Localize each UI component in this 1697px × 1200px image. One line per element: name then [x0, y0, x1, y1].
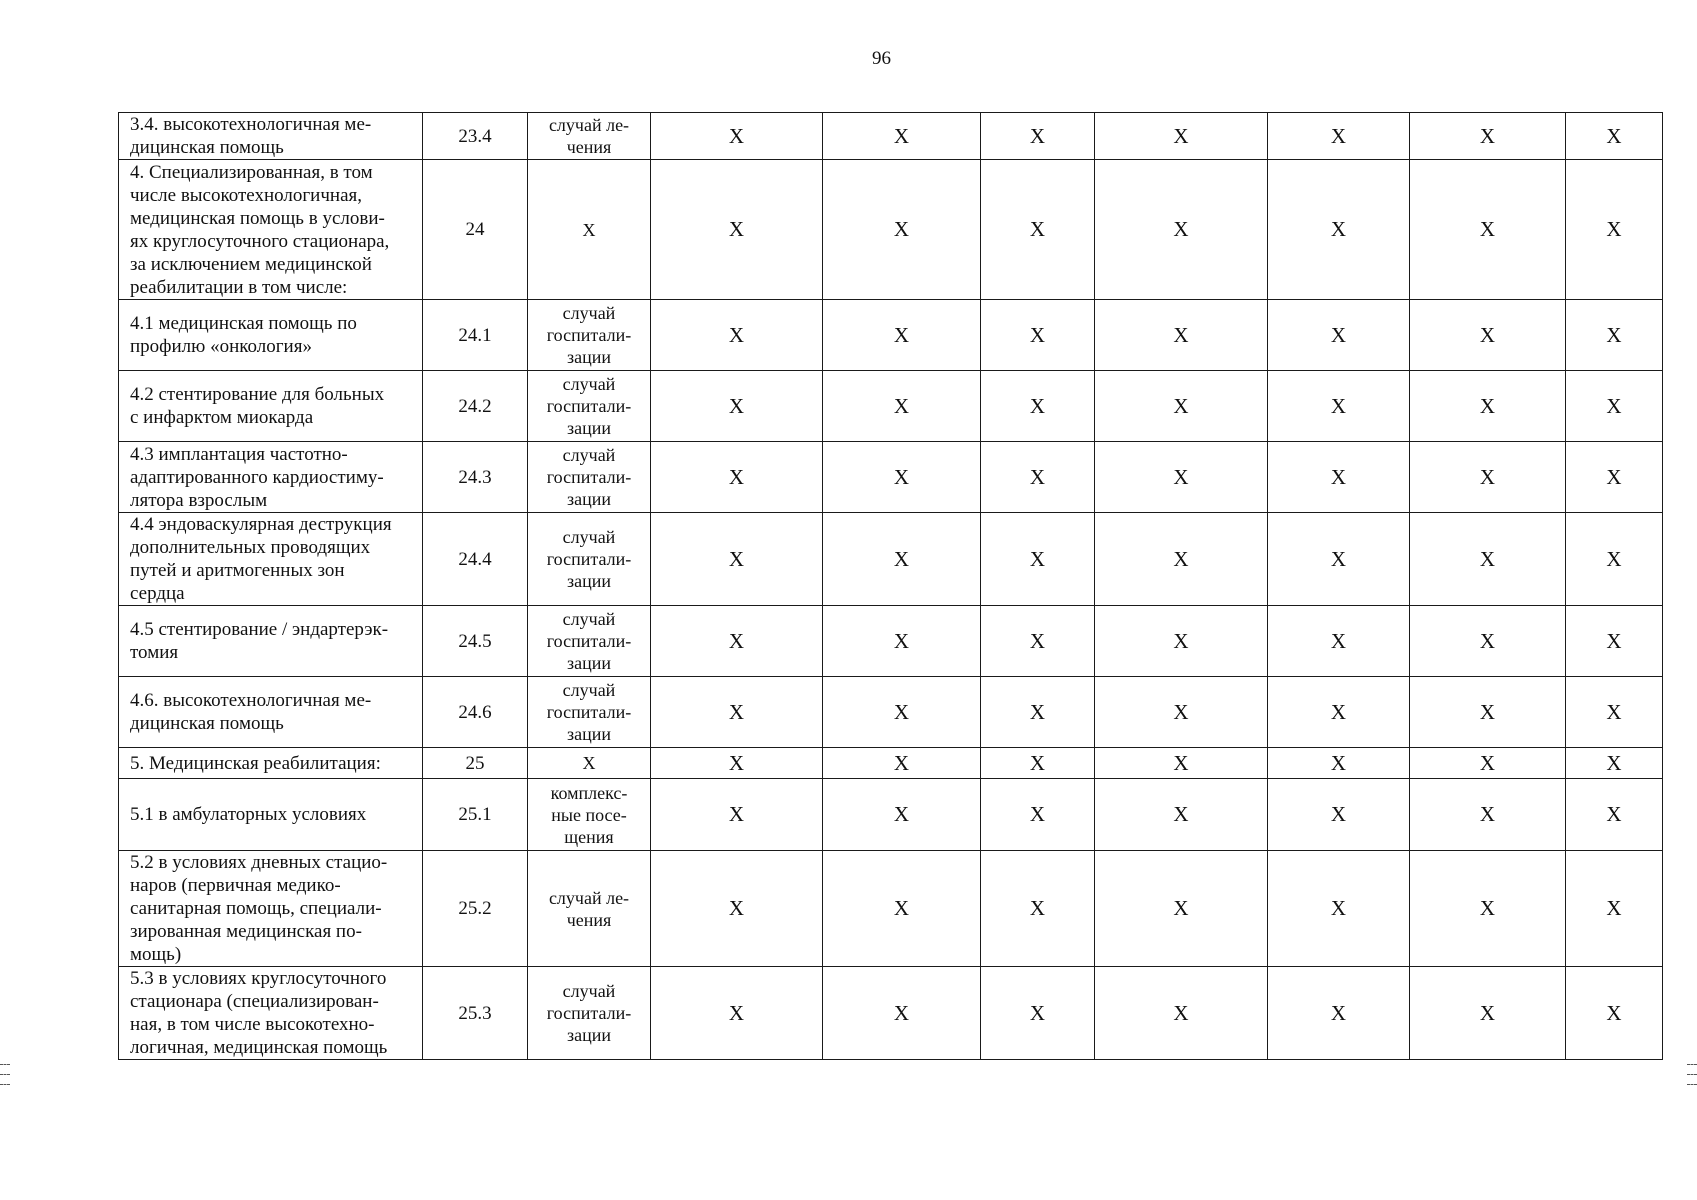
row-unit-cell: случай госпитали- зации: [528, 967, 651, 1060]
table-row: [119, 779, 1663, 851]
value-cell: X: [1268, 442, 1410, 513]
value-cell: X: [1268, 300, 1410, 371]
table-row: [119, 748, 1663, 779]
value-cell: X: [823, 113, 981, 160]
value-cell: X: [823, 748, 981, 779]
value-cell: X: [823, 160, 981, 300]
row-name-cell: 4.4 эндоваскулярная деструкция дополнительных проводящих путей и аритмогенных зон сердца: [119, 513, 423, 606]
row-code-cell: 24.3: [423, 442, 528, 513]
row-unit-cell: случай госпитали- зации: [528, 513, 651, 606]
value-cell: X: [1566, 851, 1663, 967]
margin-mark-left: [0, 1064, 10, 1065]
value-cell: X: [1268, 113, 1410, 160]
row-unit-cell: случай госпитали- зации: [528, 300, 651, 371]
row-code-cell: 25.1: [423, 779, 528, 851]
table-row: [119, 113, 1663, 160]
row-name-cell: 3.4. высокотехнологичная ме- дицинская помощь: [119, 113, 423, 160]
value-cell: X: [1268, 677, 1410, 748]
value-cell: X: [823, 300, 981, 371]
value-cell: X: [981, 442, 1095, 513]
value-cell: X: [981, 371, 1095, 442]
value-cell: X: [1566, 442, 1663, 513]
value-cell: X: [1566, 160, 1663, 300]
value-cell: X: [1268, 779, 1410, 851]
row-unit-cell: случай госпитали- зации: [528, 442, 651, 513]
value-cell: X: [823, 677, 981, 748]
value-cell: X: [981, 748, 1095, 779]
value-cell: X: [1410, 779, 1566, 851]
row-code-cell: 24: [423, 160, 528, 300]
row-name-cell: 4.6. высокотехнологичная ме- дицинская помощь: [119, 677, 423, 748]
value-cell: X: [1268, 967, 1410, 1060]
row-code-cell: 24.2: [423, 371, 528, 442]
value-cell: X: [981, 967, 1095, 1060]
margin-mark-right: [1687, 1084, 1697, 1085]
value-cell: X: [1095, 967, 1268, 1060]
value-cell: X: [1095, 779, 1268, 851]
row-unit-cell: X: [528, 160, 651, 300]
value-cell: X: [1268, 606, 1410, 677]
value-cell: X: [651, 606, 823, 677]
value-cell: X: [981, 851, 1095, 967]
value-cell: X: [1095, 606, 1268, 677]
row-code-cell: 24.6: [423, 677, 528, 748]
value-cell: X: [1410, 677, 1566, 748]
value-cell: X: [1410, 371, 1566, 442]
value-cell: X: [1566, 513, 1663, 606]
value-cell: X: [651, 113, 823, 160]
value-cell: X: [981, 677, 1095, 748]
value-cell: X: [823, 606, 981, 677]
value-cell: X: [1410, 160, 1566, 300]
table-row: [119, 513, 1663, 606]
value-cell: X: [1566, 748, 1663, 779]
row-name-cell: 4.5 стентирование / эндартерэк- томия: [119, 606, 423, 677]
row-name-cell: 5. Медицинская реабилитация:: [119, 748, 423, 779]
table-row: [119, 606, 1663, 677]
value-cell: X: [651, 677, 823, 748]
table-body: [119, 113, 1663, 1060]
value-cell: X: [1095, 442, 1268, 513]
row-code-cell: 25: [423, 748, 528, 779]
value-cell: X: [1268, 748, 1410, 779]
value-cell: X: [981, 779, 1095, 851]
value-cell: X: [1566, 606, 1663, 677]
row-name-cell: 5.2 в условиях дневных стацио- наров (первичная медико- санитарная помощь, специали- зированная медицинская по- мощь): [119, 851, 423, 967]
value-cell: X: [1095, 513, 1268, 606]
value-cell: X: [1566, 677, 1663, 748]
row-unit-cell: комплекс- ные посе- щения: [528, 779, 651, 851]
value-cell: X: [651, 300, 823, 371]
value-cell: X: [1095, 371, 1268, 442]
row-code-cell: 23.4: [423, 113, 528, 160]
value-cell: X: [1095, 160, 1268, 300]
value-cell: X: [1095, 113, 1268, 160]
value-cell: X: [1410, 606, 1566, 677]
value-cell: X: [981, 113, 1095, 160]
table-row: [119, 160, 1663, 300]
value-cell: X: [651, 779, 823, 851]
table-row: [119, 967, 1663, 1060]
value-cell: X: [651, 442, 823, 513]
margin-mark-right: [1687, 1064, 1697, 1065]
margin-mark-left: [0, 1084, 10, 1085]
value-cell: X: [651, 851, 823, 967]
value-cell: X: [823, 442, 981, 513]
margin-mark-right: [1687, 1074, 1697, 1075]
value-cell: X: [1566, 371, 1663, 442]
value-cell: X: [981, 300, 1095, 371]
value-cell: X: [1566, 113, 1663, 160]
table-row: [119, 300, 1663, 371]
row-unit-cell: X: [528, 748, 651, 779]
value-cell: X: [1410, 300, 1566, 371]
row-unit-cell: случай госпитали- зации: [528, 677, 651, 748]
row-name-cell: 4.1 медицинская помощь по профилю «онкология»: [119, 300, 423, 371]
value-cell: X: [981, 160, 1095, 300]
value-cell: X: [823, 371, 981, 442]
value-cell: X: [1410, 113, 1566, 160]
value-cell: X: [1410, 748, 1566, 779]
table-row: [119, 851, 1663, 967]
row-code-cell: 24.5: [423, 606, 528, 677]
row-unit-cell: случай ле- чения: [528, 113, 651, 160]
value-cell: X: [1566, 300, 1663, 371]
value-cell: X: [1410, 442, 1566, 513]
page-number: 96: [872, 48, 891, 69]
value-cell: X: [1268, 371, 1410, 442]
row-code-cell: 25.3: [423, 967, 528, 1060]
table-row: [119, 677, 1663, 748]
value-cell: X: [981, 606, 1095, 677]
value-cell: X: [651, 748, 823, 779]
row-unit-cell: случай госпитали- зации: [528, 606, 651, 677]
table-row: [119, 371, 1663, 442]
value-cell: X: [1095, 677, 1268, 748]
row-unit-cell: случай госпитали- зации: [528, 371, 651, 442]
value-cell: X: [1095, 851, 1268, 967]
row-unit-cell: случай ле- чения: [528, 851, 651, 967]
row-code-cell: 25.2: [423, 851, 528, 967]
row-name-cell: 5.1 в амбулаторных условиях: [119, 779, 423, 851]
value-cell: X: [651, 160, 823, 300]
value-cell: X: [1410, 513, 1566, 606]
margin-mark-left: [0, 1074, 10, 1075]
row-name-cell: 5.3 в условиях круглосуточного стационара (специализирован- ная, в том числе высокотехно- логичная, медицинская помощь: [119, 967, 423, 1060]
data-table: [118, 112, 1663, 1060]
value-cell: X: [823, 779, 981, 851]
row-code-cell: 24.1: [423, 300, 528, 371]
row-name-cell: 4. Специализированная, в том числе высокотехнологичная, медицинская помощь в услови- ях круглосуточного стационара, за исключением медицинской реабилитации в том числе:: [119, 160, 423, 300]
value-cell: X: [823, 851, 981, 967]
value-cell: X: [1268, 513, 1410, 606]
value-cell: X: [651, 967, 823, 1060]
value-cell: X: [1268, 160, 1410, 300]
value-cell: X: [1410, 851, 1566, 967]
row-name-cell: 4.3 имплантация частотно- адаптированного кардиостиму- лятора взрослым: [119, 442, 423, 513]
value-cell: X: [651, 513, 823, 606]
value-cell: X: [823, 967, 981, 1060]
row-code-cell: 24.4: [423, 513, 528, 606]
value-cell: X: [1095, 300, 1268, 371]
value-cell: X: [823, 513, 981, 606]
value-cell: X: [1095, 748, 1268, 779]
value-cell: X: [1268, 851, 1410, 967]
value-cell: X: [981, 513, 1095, 606]
table-row: [119, 442, 1663, 513]
value-cell: X: [1410, 967, 1566, 1060]
value-cell: X: [1566, 779, 1663, 851]
row-name-cell: 4.2 стентирование для больных с инфарктом миокарда: [119, 371, 423, 442]
value-cell: X: [651, 371, 823, 442]
value-cell: X: [1566, 967, 1663, 1060]
